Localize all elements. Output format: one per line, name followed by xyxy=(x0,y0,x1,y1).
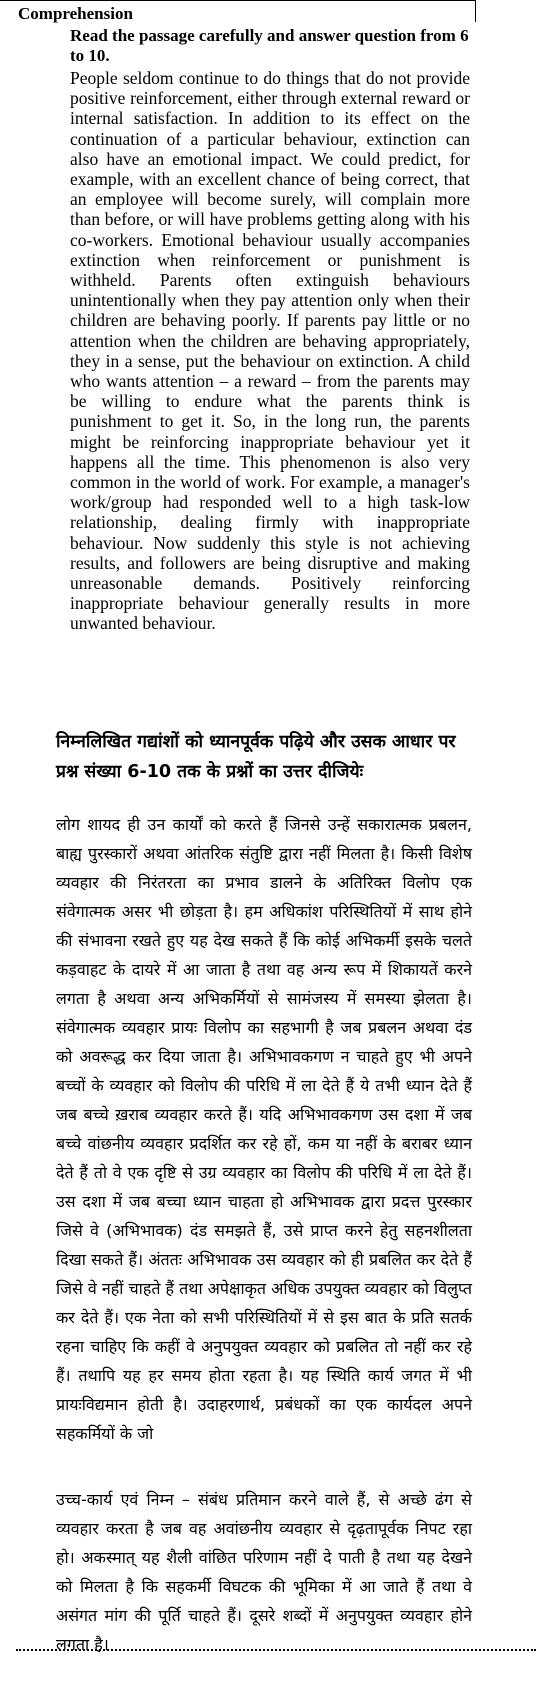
instruction-hindi: निम्नलिखित गद्यांशों को ध्यानपूर्वक पढ़िये और उसक आधार पर प्रश्न संख्या 6-10 तक के प्रश्नों का उत्तर दीजियेः xyxy=(56,732,456,782)
passage-english: People seldom continue to do things that do not provide positive reinforcement, either through external reward or internal satisfaction. In addition to its effect on the continuation of a particular behaviour, extinction can also have an emotional impact. We could predict, for example, with an excellent chance of being correct, that an employee will become surely, will complain more than before, or will have problems getting along with his co-workers. Emotional behaviour usually accompanies extinction when reinforcement or punishment is withheld. Parents often extinguish behaviours unintentionally when they pay attention only when their children are behaving poorly. If parents pay little or no attention when the children are behaving appropriately, they in a sense, put the behaviour on extinction. A child who wants attention – a reward – from the parents may be willing to endure what the parents think is punishment to get it. So, in the long run, the parents might be reinforcing inappropriate behaviour yet it happens all the time. This phenomenon is also very common in the world of work. For example, a manager's work/group had responded well to a high task-low relationship, dealing firmly with inappropriate behaviour. Now suddenly this style is not achieving results, and followers are being disruptive and making unreasonable demands. Positively reinforcing inappropriate behaviour generally results in more unwanted behaviour. xyxy=(70,68,470,634)
instruction-english: Read the passage carefully and answer question from 6 to 10. xyxy=(70,26,469,65)
passage-hindi-part1: लोग शायद ही उन कार्यों को करते हैं जिनसे उन्हें सकारात्मक प्रबलन, बाह्य पुरस्कारों अथवा आंतरिक संतुष्टि द्वारा नहीं मिलता है। किसी विशेष व्यवहार की निरंतरता का प्रभाव डालने के अतिरिक्त विलोप एक संवेगात्मक असर भी छोड़ता है। हम अधिकांश परिस्थितियों में साथ होने की संभावना रखते हुए यह देख सकते हैं कि कोई अभिकर्मी इसके चलते कड़वाहट के दायरे में आ जाता है तथा वह अन्य रूप में शिकायतें करने लगता है अथवा अन्य अभिकर्मियों से सामंजस्य में समस्या झेलता है। संवेगात्मक व्यवहार प्रायः विलोप का सहभागी है जब प्रबलन अथवा दंड को अवरूद्ध कर दिया जाता है। अभिभावकगण न चाहते हुए भी अपने बच्चों के व्यवहार को विलोप की परिधि में ला देते हैं ये तभी ध्यान देते हैं जब बच्चे ख़राब व्यवहार करते हैं। यदि अभिभावकगण उस दशा में जब बच्चे वांछनीय व्यवहार प्रदर्शित कर रहे हों, कम या नहीं के बराबर ध्यान देते हैं तो वे एक दृष्टि से उग्र व्यवहार का विलोप की परिधि में ला देते हैं। उस दशा में जब बच्चा ध्यान चाहता हो अभिभावक द्वारा प्रदत्त पुरस्कार जिसे वे (अभिभावक) दंड समझते हैं, उसे प्राप्त करने हेतु सहनशीलता दिखा सकते हैं। अंततः अभिभावक उस व्यवहार को ही प्रबलित कर देते हैं जिसे वे नहीं चाहते हैं तथा अपेक्षाकृत अधिक उपयुक्त व्यवहार को विलुप्त कर देते हैं। एक नेता को सभी परिस्थितियों में से इस बात के प्रति सतर्क रहना चाहिए कि कहीं वे अनुपयुक्त व्यवहार को प्रबलित तो नहीं कर रहे हैं। तथापि यह हर समय होता रहता है। यह स्थिति कार्य जगत में भी प्रायःविद्यमान होती है। उदाहरणार्थ, प्रबंधकों का एक कार्यदल अपने सहकर्मियों के जो xyxy=(56,815,472,1443)
english-section xyxy=(70,26,470,634)
dotted-divider xyxy=(16,1649,536,1651)
section-title: Comprehension xyxy=(18,4,133,23)
passage-hindi-part2: उच्च-कार्य एवं निम्न – संबंध प्रतिमान करने वाले हैं, से अच्छे ढंग से व्यवहार करता है जब वह अवांछनीय व्यवहार से दृढ़तापूर्वक निपट रहा हो। अकस्मात् यह शैली वांछित परिणाम नहीं दे पाती है तथा यह देखने को मिलता है कि सहकर्मी विघटक की भूमिका में आ जाते हैं तथा वे असंगत मांग की पूर्ति चाहते हैं। दूसरे शब्दों में अनुपयुक्त व्यवहार होने लगता है। xyxy=(56,1490,472,1654)
